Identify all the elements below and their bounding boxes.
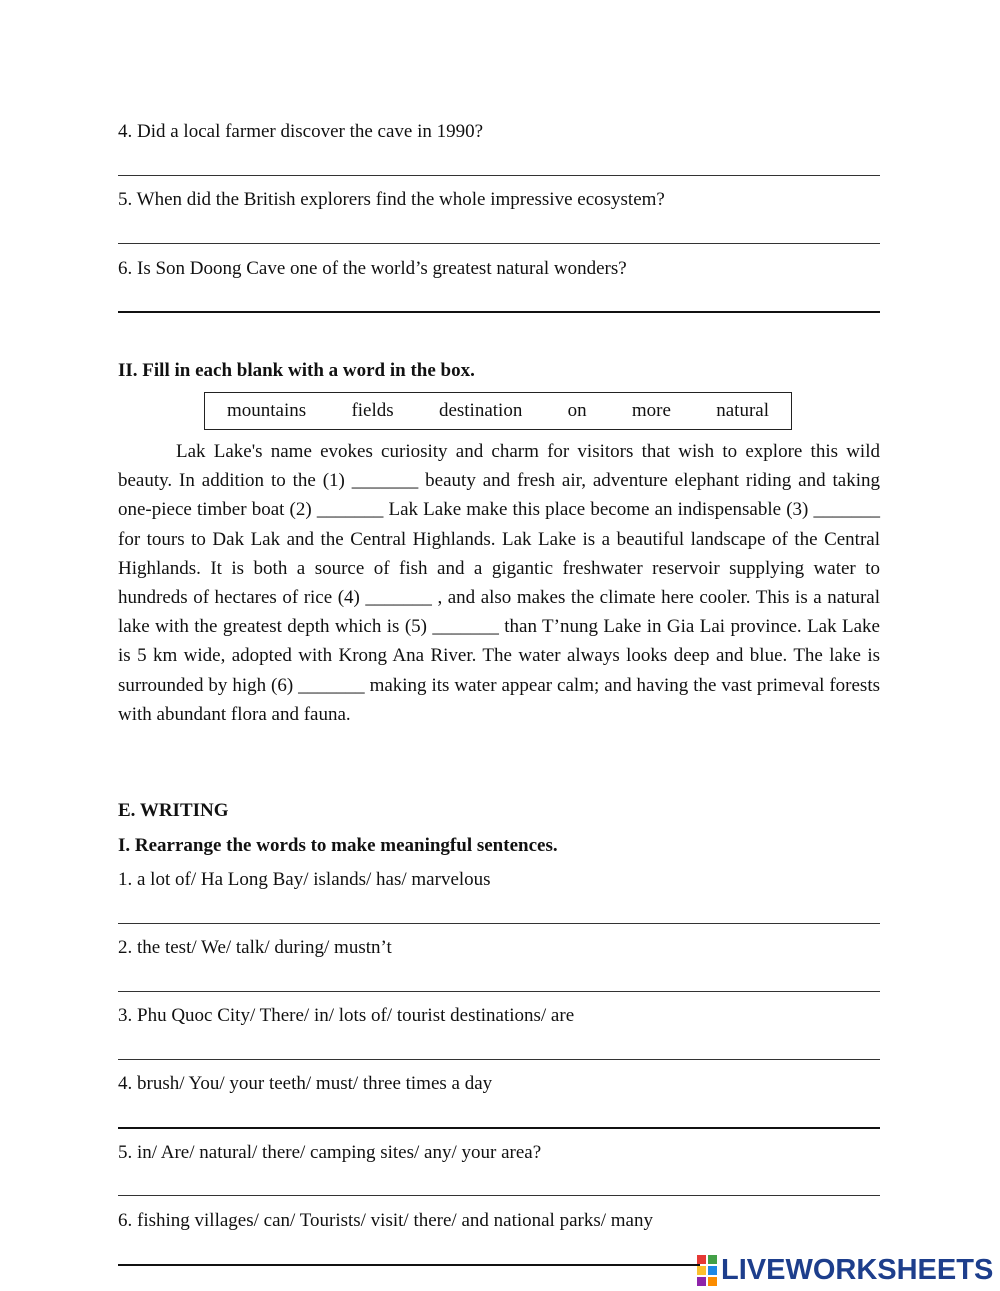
reading-passage: Lak Lake's name evokes curiosity and charm for visitors that wish to explore this wild beauty. In addition to the (1) _______ beauty and fresh air, adventure elephant riding and taking one-piece timber boat (2) _______ Lak Lake make this place become an indispensable (3) _______ for tours to Dak Lak and the Central Highlands. Lak Lake is a beautiful landscape of the Central Highlands. It is both a source of fish and a gigantic freshwater reservoir supplying water to hundreds of hectares of rice (4) _______ , and also makes the climate here cooler. This is a natural lake with the greatest depth which is (5) _______ than T’nung Lake in Gia Lai province. Lak Lake is 5 km wide, adopted with Krong Ana River. The water always looks deep and blue. The lake is surrounded by high (6) _______ making its water appear calm; and having the vast primeval forests with abundant flora and fauna.: [118, 441, 880, 725]
word-box-item: fields: [351, 400, 394, 421]
logo-square: [708, 1277, 717, 1286]
logo-text: LIVEWORKSHEETS: [721, 1254, 994, 1286]
rearrange-item-6: 6. fishing villages/ can/ Tourists/ visit/ there/ and national parks/ many: [118, 1210, 653, 1231]
writing-heading: E. WRITING: [118, 800, 229, 821]
rearrange-answer-line-1[interactable]: [118, 923, 880, 924]
word-box-item: natural: [716, 400, 769, 421]
rearrange-answer-line-3[interactable]: [118, 1059, 880, 1060]
rearrange-item-5: 5. in/ Are/ natural/ there/ camping sites/ any/ your area?: [118, 1142, 542, 1163]
logo-square: [697, 1277, 706, 1286]
question-5: 5. When did the British explorers find the whole impressive ecosystem?: [118, 189, 665, 210]
fill-blank-heading: II. Fill in each blank with a word in the box.: [118, 360, 475, 381]
word-box-item: destination: [438, 400, 523, 421]
rearrange-heading: I. Rearrange the words to make meaningful sentences.: [118, 835, 558, 856]
word-box: [204, 392, 792, 430]
liveworksheets-logo: [697, 1254, 993, 1286]
rearrange-answer-line-4[interactable]: [118, 1127, 880, 1129]
word-box-item: on: [567, 400, 587, 421]
word-box-item: mountains: [227, 400, 307, 421]
answer-line-4[interactable]: [118, 175, 880, 176]
logo-square: [697, 1255, 706, 1264]
word-box-item: more: [631, 400, 671, 421]
logo-square: [708, 1266, 717, 1275]
rearrange-item-2: 2. the test/ We/ talk/ during/ mustn’t: [118, 937, 392, 958]
rearrange-answer-line-6[interactable]: [118, 1264, 700, 1266]
rearrange-answer-line-5[interactable]: [118, 1195, 880, 1196]
rearrange-item-4: 4. brush/ You/ your teeth/ must/ three times a day: [118, 1073, 493, 1094]
rearrange-answer-line-2[interactable]: [118, 991, 880, 992]
logo-square: [708, 1255, 717, 1264]
question-6: 6. Is Son Doong Cave one of the world’s greatest natural wonders?: [118, 258, 627, 279]
rearrange-item-1: 1. a lot of/ Ha Long Bay/ islands/ has/ marvelous: [118, 869, 491, 890]
answer-line-6[interactable]: [118, 311, 880, 313]
rearrange-item-3: 3. Phu Quoc City/ There/ in/ lots of/ tourist destinations/ are: [118, 1005, 575, 1026]
logo-mark-icon: [697, 1255, 717, 1286]
logo-square: [697, 1266, 706, 1275]
answer-line-5[interactable]: [118, 243, 880, 244]
question-4: 4. Did a local farmer discover the cave in 1990?: [118, 121, 484, 142]
